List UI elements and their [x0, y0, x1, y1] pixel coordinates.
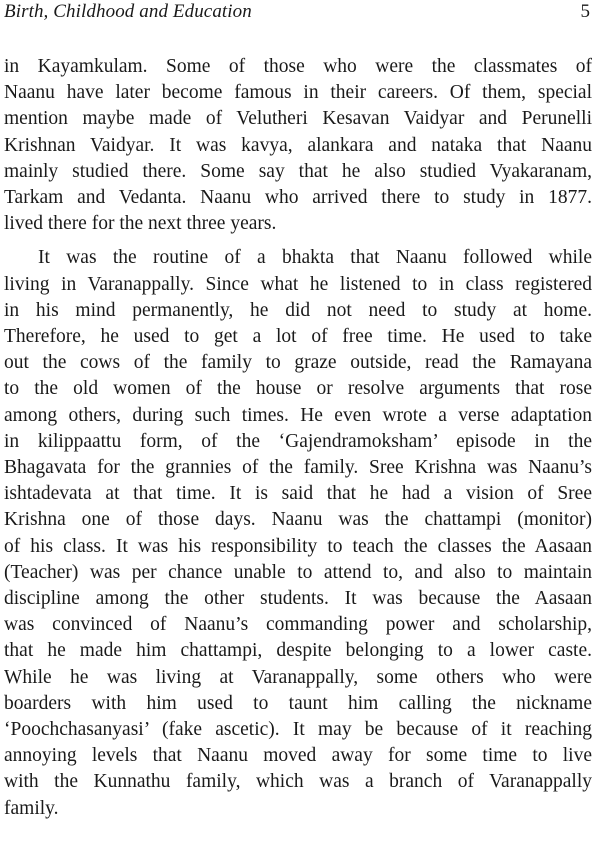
text-line: Bhagavata for the grannies of the family. Sree Krishna was Naanu’s	[4, 457, 592, 479]
text-line: discipline among the other students. It was because the Aasaan	[4, 588, 592, 610]
text-line: in kilippaattu form, of the ‘Gajendramoksham’ episode in the	[4, 430, 592, 452]
text-line: Krishna one of those days. Naanu was the chattampi (monitor)	[4, 509, 592, 531]
text-line: (Teacher) was per chance unable to attend to, and also to maintain	[4, 561, 592, 583]
text-line: ‘Poochchasanyasi’ (fake ascetic). It may be because of it reaching	[4, 719, 592, 741]
text-line: Krishnan Vaidyar. It was kavya, alankara and nataka that Naanu	[4, 134, 592, 156]
text-line: It was the routine of a bhakta that Naanu followed while	[38, 247, 592, 269]
paragraph-2	[4, 245, 592, 821]
text-line: lived there for the next three years.	[4, 213, 277, 235]
text-line: mention maybe made of Velutheri Kesavan Vaidyar and Perunelli	[4, 108, 592, 130]
text-line: with the Kunnathu family, which was a branch of Varanappally	[4, 771, 592, 793]
text-line: While he was living at Varanappally, some others who were	[4, 666, 592, 688]
text-line: mainly studied there. Some say that he also studied Vyakaranam,	[4, 160, 592, 182]
text-line: was convinced of Naanu’s commanding power and scholarship,	[4, 614, 592, 636]
text-line: of his class. It was his responsibility to teach the classes the Aasaan	[4, 535, 592, 557]
text-line: out the cows of the family to graze outside, read the Ramayana	[4, 352, 592, 374]
running-title: Birth, Childhood and Education	[4, 1, 252, 22]
text-line: annoying levels that Naanu moved away for some time to live	[4, 745, 592, 767]
text-line: living in Varanappally. Since what he listened to in class registered	[4, 273, 592, 295]
body-text	[4, 54, 592, 830]
text-line: Naanu have later become famous in their careers. Of them, special	[4, 82, 592, 104]
text-line: in Kayamkulam. Some of those who were the classmates of	[4, 56, 592, 77]
text-line: among others, during such times. He even wrote a verse adaptation	[4, 404, 592, 426]
running-head	[4, 1, 594, 27]
text-line: ishtadevata at that time. It is said that he had a vision of Sree	[4, 483, 592, 505]
text-line: Therefore, he used to get a lot of free time. He used to take	[4, 326, 592, 348]
text-line: in his mind permanently, he did not need to study at home.	[4, 299, 592, 321]
text-line: Tarkam and Vedanta. Naanu who arrived there to study in 1877.	[4, 187, 592, 209]
text-line: to the old women of the house or resolve arguments that rose	[4, 378, 592, 400]
text-line: boarders with him used to taunt him calling the nickname	[4, 692, 592, 714]
text-line: family.	[4, 797, 59, 819]
text-line: that he made him chattampi, despite belonging to a lower caste.	[4, 640, 592, 662]
paragraph-1	[4, 54, 592, 237]
page-number: 5	[580, 1, 590, 22]
